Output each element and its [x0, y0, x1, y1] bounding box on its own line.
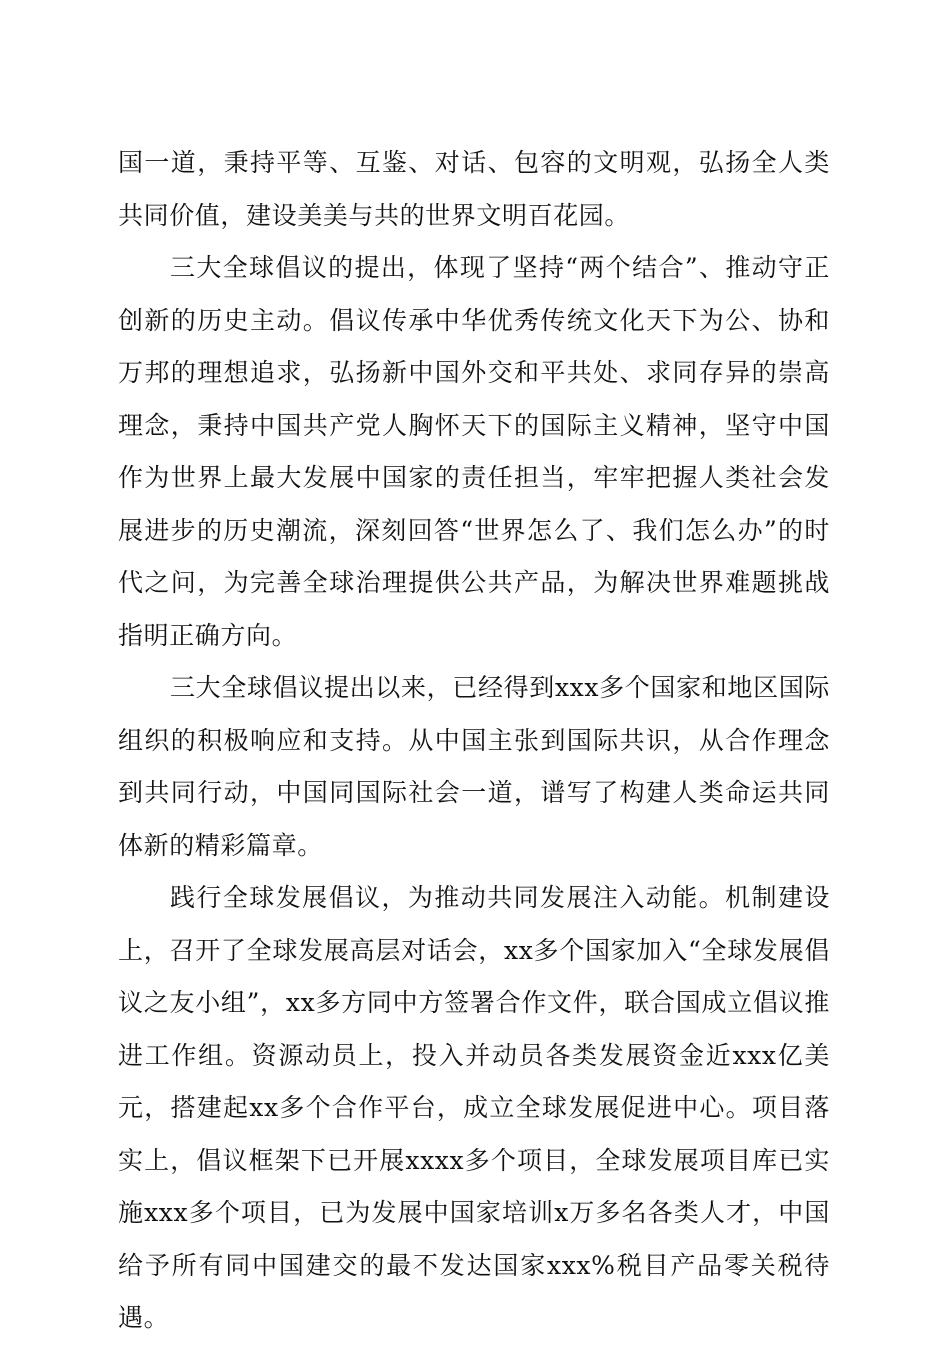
paragraph-continuation: 国一道，秉持平等、互鉴、对话、包容的文明观，弘扬全人类共同价值，建设美美与共的世界文明百花园。 [118, 148, 830, 230]
body-text [118, 137, 830, 1345]
paragraph-international-support: 三大全球倡议提出以来，已经得到xxx多个国家和地区国际组织的积极响应和支持。从中国主张到国际共识，从合作理念到共同行动，中国同国际社会一道，谱写了构建人类命运共同体新的精彩篇章。 [118, 673, 830, 860]
paragraph-global-initiatives: 三大全球倡议的提出，体现了坚持“两个结合”、推动守正创新的历史主动。倡议传承中华优秀传统文化天下为公、协和万邦的理想追求，弘扬新中国外交和平共处、求同存异的崇高理念，秉持中国共产党人胸怀天下的国际主义精神，坚守中国作为世界上最大发展中国家的责任担当，牢牢把握人类社会发展进步的历史潮流，深刻回答“世界怎么了、我们怎么办”的时代之问，为完善全球治理提供公共产品，为解决世界难题挑战指明正确方向。 [118, 253, 830, 650]
paragraph-global-development: 践行全球发展倡议，为推动共同发展注入动能。机制建设上，召开了全球发展高层对话会，xx多个国家加入“全球发展倡议之友小组”，xx多方同中方签署合作文件，联合国成立倡议推进工作组。资源动员上，投入并动员各类发展资金近xxx亿美元，搭建起xx多个合作平台，成立全球发展促进中心。项目落实上，倡议框架下已开展xxxx多个项目，全球发展项目库已实施xxx多个项目，已为发展中国家培训x万多名各类人才，中国给予所有同中国建交的最不发达国家xxx%税目产品零关税待遇。 [118, 883, 830, 1332]
